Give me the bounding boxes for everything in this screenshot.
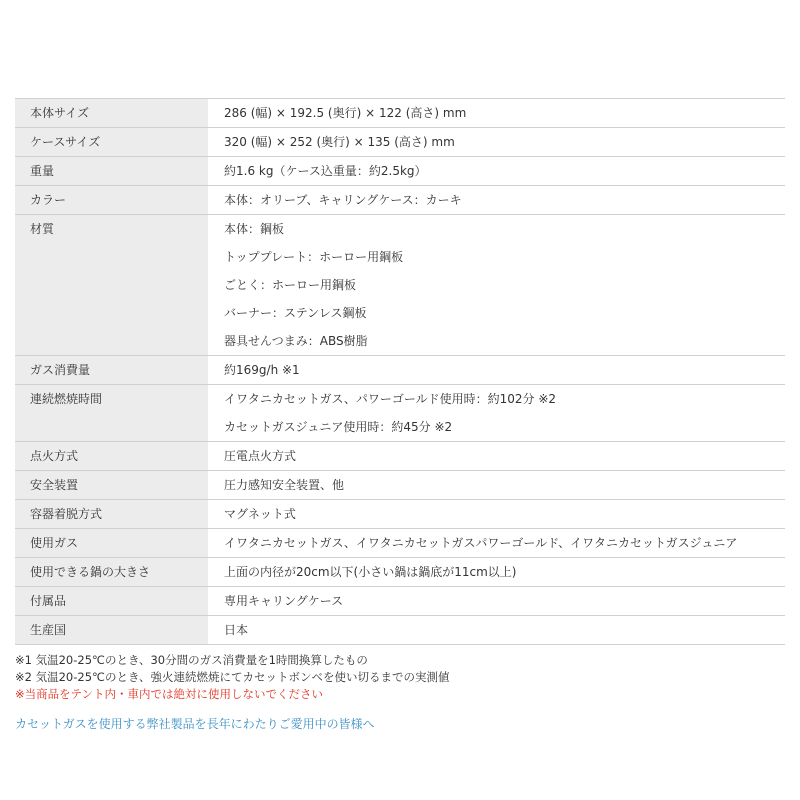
warning-note: ※当商品をテント内・車内では絶対に使用しないでください bbox=[15, 687, 324, 701]
spec-label: 使用できる鍋の大きさ bbox=[15, 558, 208, 587]
spec-label: 点火方式 bbox=[15, 442, 208, 471]
spec-row-safety bbox=[15, 471, 785, 500]
spec-value-line: 器具せんつまみ：ABS樹脂 bbox=[224, 334, 368, 348]
spec-row-gas-consumption bbox=[15, 356, 785, 385]
spec-label: 使用ガス bbox=[15, 529, 208, 558]
spec-label: カラー bbox=[15, 186, 208, 215]
spec-row-color bbox=[15, 186, 785, 215]
spec-value-line: 圧電点火方式 bbox=[224, 449, 297, 463]
spec-row-origin bbox=[15, 616, 785, 645]
spec-label: 材質 bbox=[15, 215, 208, 356]
spec-value-line: イワタニカセットガス、イワタニカセットガスパワーゴールド、イワタニカセットガスジュニア bbox=[224, 536, 738, 550]
spec-value bbox=[208, 529, 785, 558]
spec-value-line: 本体：鋼板 bbox=[224, 222, 285, 236]
spec-value bbox=[208, 128, 785, 157]
spec-row-cartridge-mount bbox=[15, 500, 785, 529]
spec-value bbox=[208, 186, 785, 215]
spec-value-line: マグネット式 bbox=[224, 507, 296, 521]
spec-value-line: 約1.6 kg（ケース込重量：約2.5kg） bbox=[224, 164, 427, 178]
spec-value bbox=[208, 356, 785, 385]
spec-value bbox=[208, 442, 785, 471]
spec-value bbox=[208, 385, 785, 442]
spec-value-line: イワタニカセットガス、パワーゴールド使用時：約102分 ※2 bbox=[224, 392, 557, 406]
footnotes bbox=[15, 652, 449, 703]
spec-value bbox=[208, 587, 785, 616]
spec-value bbox=[208, 471, 785, 500]
spec-value-line: 本体：オリーブ、キャリングケース：カーキ bbox=[224, 193, 462, 207]
spec-label: 付属品 bbox=[15, 587, 208, 616]
spec-row-accessories bbox=[15, 587, 785, 616]
spec-label: 安全装置 bbox=[15, 471, 208, 500]
spec-label: 本体サイズ bbox=[15, 99, 208, 128]
spec-row-gas-type bbox=[15, 529, 785, 558]
spec-value-line: 320 (幅) × 252 (奥行) × 135 (高さ) mm bbox=[224, 135, 455, 149]
spec-value-line: カセットガスジュニア使用時：約45分 ※2 bbox=[224, 420, 453, 434]
spec-value-line: 圧力感知安全装置、他 bbox=[224, 478, 345, 492]
footnote-1: ※1 気温20-25℃のとき、30分間のガス消費量を1時間換算したもの bbox=[15, 653, 368, 667]
spec-value bbox=[208, 99, 785, 128]
spec-value-line: 上面の内径が20cm以下(小さい鍋は鍋底が11cm以上) bbox=[224, 565, 517, 579]
spec-table bbox=[15, 98, 785, 645]
spec-row-ignition bbox=[15, 442, 785, 471]
spec-row-body-size bbox=[15, 99, 785, 128]
spec-value bbox=[208, 500, 785, 529]
spec-label: 重量 bbox=[15, 157, 208, 186]
spec-label: ガス消費量 bbox=[15, 356, 208, 385]
spec-value bbox=[208, 616, 785, 645]
spec-value-line: ごとく：ホーロー用鋼板 bbox=[224, 278, 357, 292]
spec-value bbox=[208, 215, 785, 356]
footnote-2: ※2 気温20-25℃のとき、強火連続燃焼にてカセットボンベを使い切るまでの実測値 bbox=[15, 670, 450, 684]
spec-value-line: 日本 bbox=[224, 623, 249, 637]
spec-value-line: 約169g/h ※1 bbox=[224, 363, 300, 377]
spec-value-line: 286 (幅) × 192.5 (奥行) × 122 (高さ) mm bbox=[224, 106, 467, 120]
spec-value-line: トッププレート：ホーロー用鋼板 bbox=[224, 250, 404, 264]
spec-label: 生産国 bbox=[15, 616, 208, 645]
spec-label: ケースサイズ bbox=[15, 128, 208, 157]
spec-row-pot-size bbox=[15, 558, 785, 587]
spec-value-line: バーナー：ステンレス鋼板 bbox=[224, 306, 367, 320]
spec-value bbox=[208, 157, 785, 186]
spec-value-line: 専用キャリングケース bbox=[224, 594, 344, 608]
spec-label: 連続燃焼時間 bbox=[15, 385, 208, 442]
spec-label: 容器着脱方式 bbox=[15, 500, 208, 529]
spec-row-case-size bbox=[15, 128, 785, 157]
spec-row-burn-time bbox=[15, 385, 785, 442]
cassette-gas-users-link[interactable]: カセットガスを使用する弊社製品を長年にわたりご愛用中の皆様へ bbox=[15, 717, 375, 731]
spec-row-weight bbox=[15, 157, 785, 186]
spec-value bbox=[208, 558, 785, 587]
spec-row-material bbox=[15, 215, 785, 356]
